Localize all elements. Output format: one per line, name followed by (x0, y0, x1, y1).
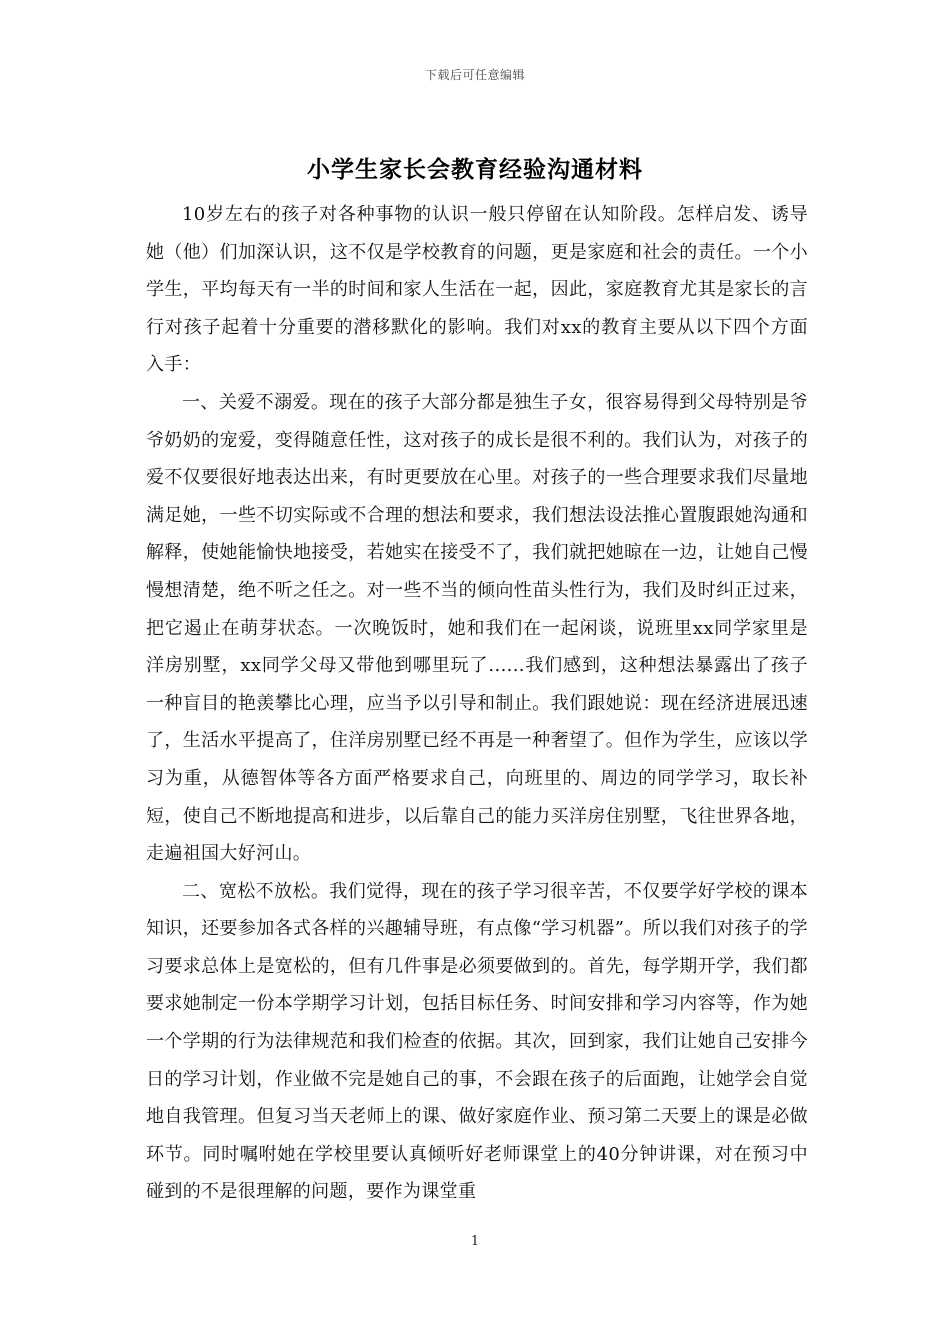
document-body (146, 196, 808, 1211)
header-note: 下载后可任意编辑 (424, 68, 525, 82)
section-two-paragraph: 二、宽松不放松。我们觉得，现在的孩子学习很辛苦，不仅要学好学校的课本知识，还要参加各式各样的兴趣辅导班，有点像“学习机器”。所以我们对孩子的学习要求总体上是宽松的，但有几件事是必须要做到的。首先，每学期开学，我们都要求她制定一份本学期学习计划，包括目标任务、时间安排和学习内容等，作为她一个学期的行为法律规范和我们检查的依据。其次，回到家，我们让她自己安排今日的学习计划，作业做不完是她自己的事，不会跟在孩子的后面跑，让她学会自觉地自我管理。但复习当天老师上的课、做好家庭作业、预习第二天要上的课是必做环节。同时嘱咐她在学校里要认真倾听好老师课堂上的40分钟讲课，对在预习中碰到的不是很理解的问题，要作为课堂重 (146, 880, 808, 1203)
document-title: 小学生家长会教育经验沟通材料 (307, 156, 643, 183)
section-one-paragraph: 一、关爱不溺爱。现在的孩子大部分都是独生子女，很容易得到父母特别是爷爷奶奶的宠爱，变得随意任性，这对孩子的成长是很不利的。我们认为，对孩子的爱不仅要很好地表达出来，有时更要放在心里。对孩子的一些合理要求我们尽量地满足她，一些不切实际或不合理的想法和要求，我们想法设法推心置腹跟她沟通和解释，使她能愉快地接受，若她实在接受不了，我们就把她晾在一边，让她自己慢慢想清楚，绝不听之任之。对一些不当的倾向性苗头性行为，我们及时纠正过来，把它遏止在萌芽状态。一次晚饭时，她和我们在一起闲谈，说班里xx同学家里是洋房别墅，xx同学父母又带他到哪里玩了......我们感到，这种想法暴露出了孩子一种盲目的艳羡攀比心理，应当予以引导和制止。我们跟她说：现在经济进展迅速了，生活水平提高了，住洋房别墅已经不再是一种奢望了。但作为学生，应该以学习为重，从德智体等各方面严格要求自己，向班里的、周边的同学学习，取长补短，使自己不断地提高和进步，以后靠自己的能力买洋房住别墅，飞往世界各地，走遍祖国大好河山。 (146, 391, 808, 865)
page-number: 1 (470, 1234, 480, 1249)
intro-paragraph: 10岁左右的孩子对各种事物的认识一般只停留在认知阶段。怎样启发、诱导她（他）们加深认识，这不仅是学校教育的问题，更是家庭和社会的责任。一个小学生，平均每天有一半的时间和家人生活在一起，因此，家庭教育尤其是家长的言行对孩子起着十分重要的潜移默化的影响。我们对xx的教育主要从以下四个方面入手： (146, 204, 808, 376)
